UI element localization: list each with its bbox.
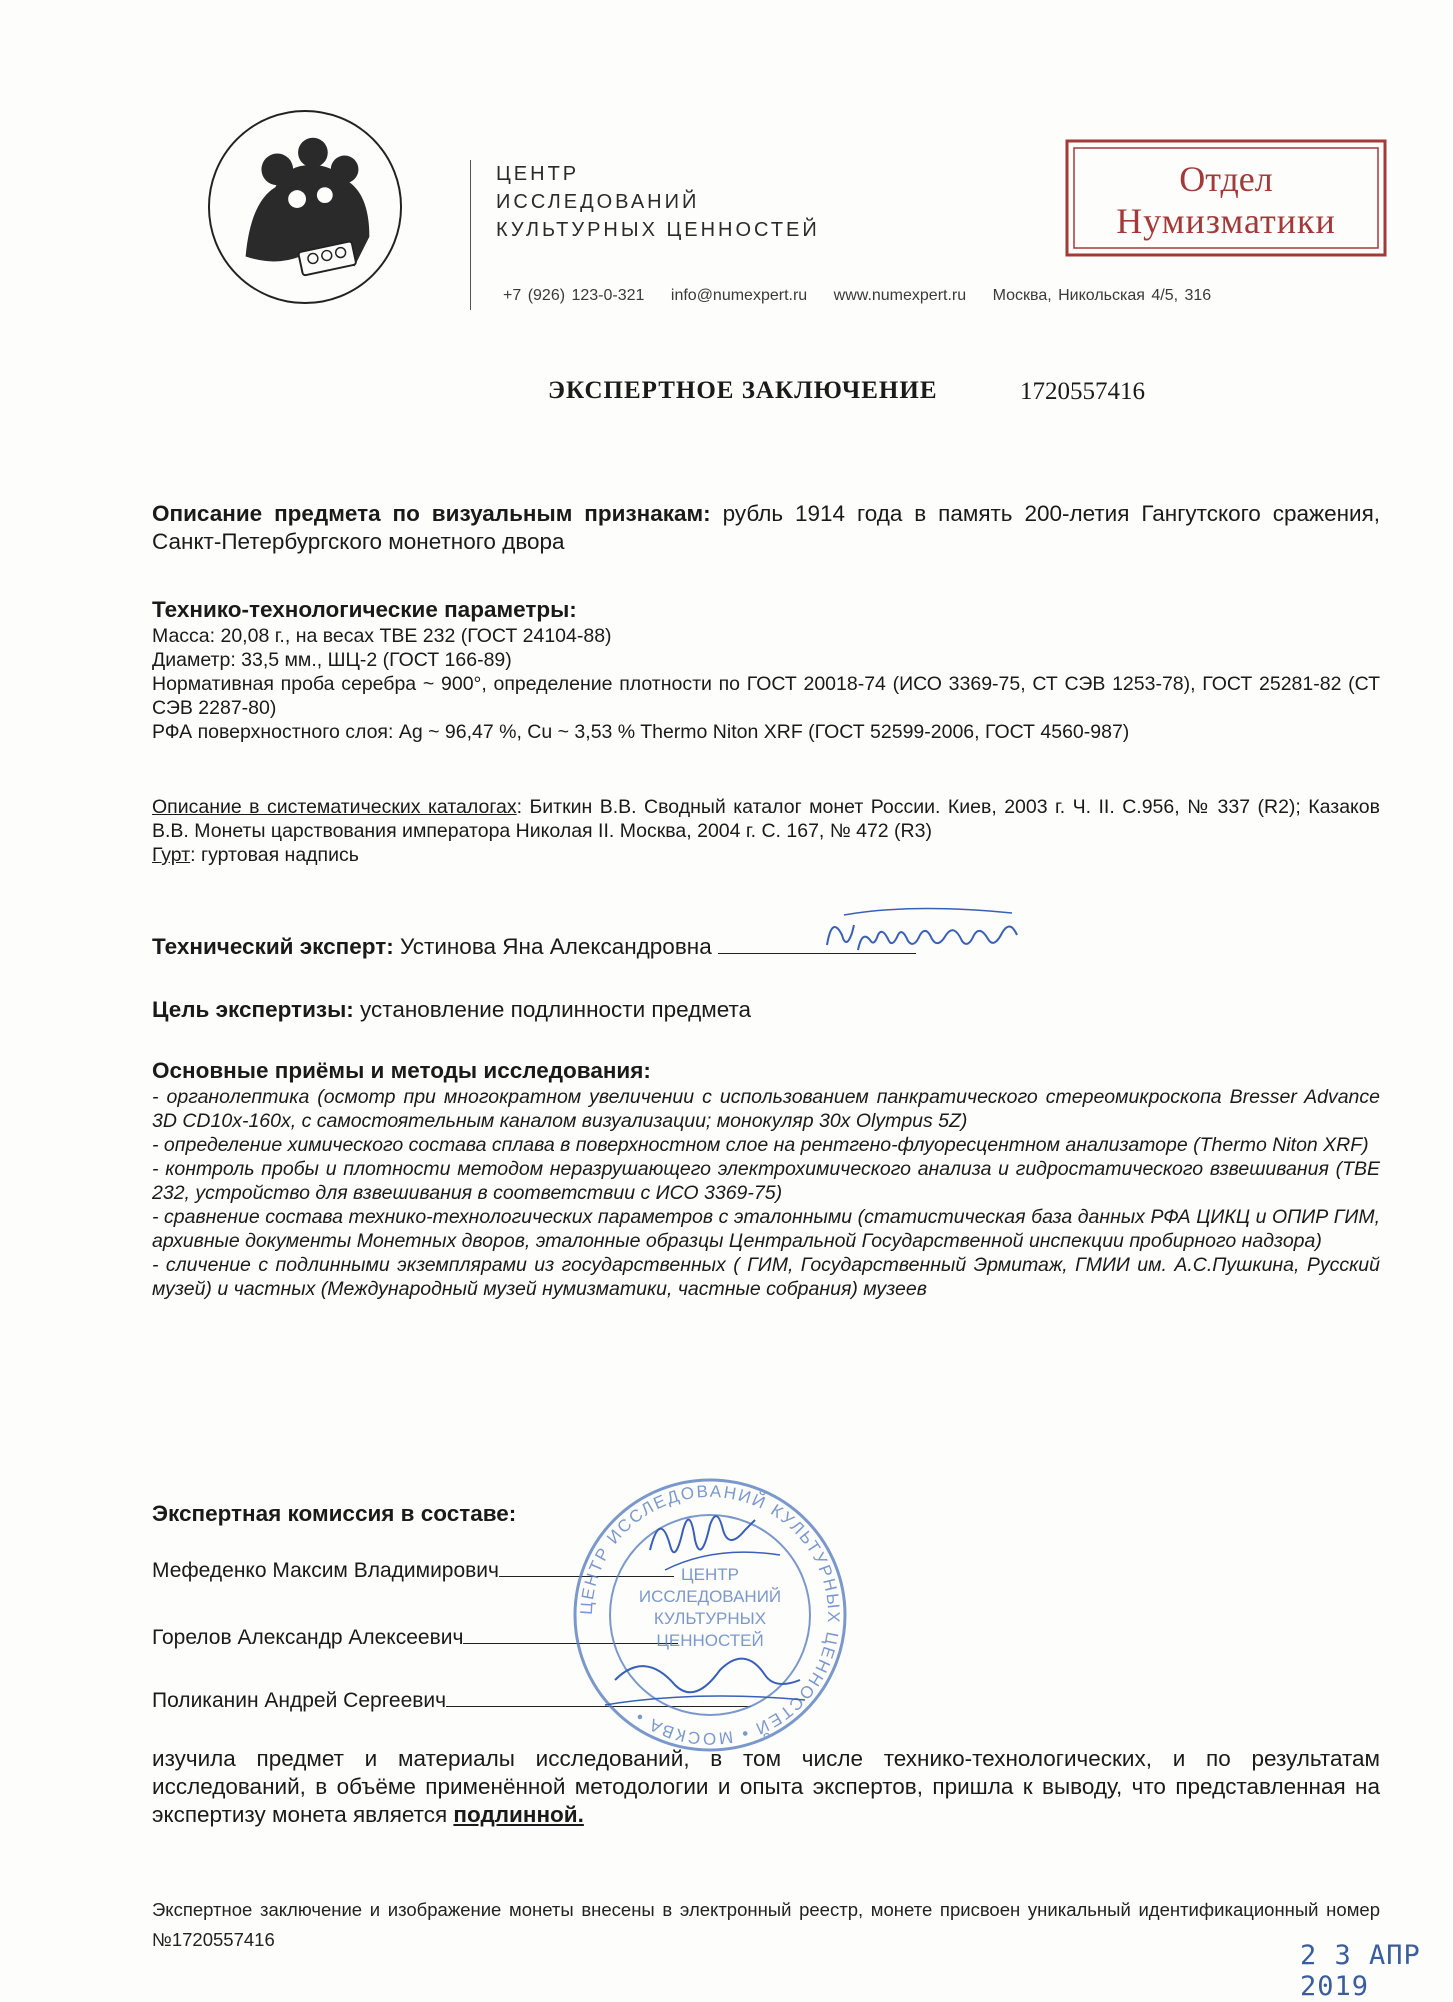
seal-center-line-3: КУЛЬТУРНЫХ (653, 1609, 767, 1628)
methods-heading: Основные приёмы и методы исследования: (152, 1058, 651, 1083)
technical-line: РФА поверхностного слоя: Ag ~ 96,47 %, Cu ~ 3,53 % Thermo Niton XRF (ГОСТ 52599-2006, ГОСТ 4560-987) (152, 721, 1130, 743)
expert-signature (822, 905, 1022, 965)
org-logo (206, 108, 404, 306)
seal-ring-text: ЦЕНТР ИССЛЕДОВАНИЙ КУЛЬТУРНЫХ ЦЕННОСТЕЙ • МОСКВА • (576, 1481, 844, 1749)
description-label: Описание предмета по визуальным признакам: (152, 501, 711, 526)
description-text: рубль 1914 года в память 200-летия Гангутского сражения, Санкт-Петербургского монетного двора (152, 501, 1381, 554)
research-methods (152, 1057, 1380, 1301)
seal-center-line-4: ЦЕННОСТЕЙ (656, 1631, 764, 1650)
seal-center-line-2: ИССЛЕДОВАНИЙ (638, 1587, 782, 1606)
org-name-line-2: ИССЛЕДОВАНИЙ (496, 191, 700, 213)
goal-text: установление подлинности предмета (353, 997, 752, 1022)
catalog-text: : Биткин В.В. Сводный каталог монет России. Киев, 2003 г. Ч. II. С.956, № 337 (R2); Казаков В.В. Монеты царствования императора Николая II. Москва, 2004 г. С. 167, № 472 (R3) (152, 796, 1381, 842)
phone: +7 (926) 123-0-321 (503, 287, 645, 304)
org-name-line-3: КУЛЬТУРНЫХ ЦЕННОСТЕЙ (496, 219, 820, 241)
technical-expert (152, 933, 1380, 961)
catalog-references (152, 795, 1380, 867)
dept-stamp-line-2: Нумизматики (1116, 201, 1336, 241)
member-name: Мефеденко Максим Владимирович (152, 1559, 499, 1582)
method-item: - контроль пробы и плотности методом неразрушающего электрохимического анализа и гидростатического взвешивания (ТВЕ 232, устройство для взвешивания в соответствии с ИСО 3369-75) (152, 1158, 1380, 1204)
header-divider (470, 160, 471, 310)
commission-heading: Экспертная комиссия в составе: (152, 1501, 517, 1526)
website: www.numexpert.ru (833, 287, 967, 304)
item-description (152, 500, 1380, 556)
conclusion (152, 1745, 1380, 1829)
method-item: - сравнение состава технико-технологических параметров с эталонными (статистическая база данных РФА ЦИКЦ и ОПИР ГИМ, архивные документы Монетных дворов, эталонные образцы Центральной Государственной инспекции пробирного надзора) (152, 1206, 1380, 1252)
technical-line: Масса: 20,08 г., на весах ТВЕ 232 (ГОСТ 24104-88) (152, 625, 612, 647)
registry-note-text: Экспертное заключение и изображение монеты внесены в электронный реестр, монете присвоен уникальный идентификационный номер №1720557416 (152, 1899, 1380, 1950)
edge-label: Гурт (152, 844, 191, 866)
org-name-line-1: ЦЕНТР (496, 163, 580, 185)
method-item: - определение химического состава сплава в поверхностном слое на рентгено-флуоресцентном анализаторе (Thermo Niton XRF) (152, 1134, 1369, 1156)
member-name: Поликанин Андрей Сергеевич (152, 1689, 447, 1712)
conclusion-verdict: подлинной. (453, 1802, 584, 1827)
expert-name: Устинова Яна Александровна (393, 934, 712, 959)
organization-seal (545, 1470, 875, 1760)
catalog-label: Описание в систематических каталогах (152, 796, 517, 818)
method-item: - органолептика (осмотр при многократном увеличении с использованием панкратического стереомикроскопа Bresser Advance 3D CD10x-160x, с самостоятельным каналом визуализации; монокуляр 30x Olympus 5Z) (152, 1086, 1380, 1132)
technical-line: Диаметр: 33,5 мм., ШЦ-2 (ГОСТ 166-89) (152, 649, 512, 671)
edge-text: : гуртовая надпись (190, 844, 359, 866)
method-item: - сличение с подлинными экземплярами из государственных ( ГИМ, Государственный Эрмитаж, ГМИИ им. А.С.Пушкина, Русский музей) и частных (Международный музей нумизматики, частные собрания) музеев (152, 1254, 1380, 1300)
document-title: ЭКСПЕРТНОЕ ЗАКЛЮЧЕНИЕ (548, 377, 938, 404)
org-name (496, 160, 820, 244)
goal-label: Цель экспертизы: (152, 997, 354, 1022)
technical-line: Нормативная проба серебра ~ 900°, определение плотности по ГОСТ 20018-74 (ИСО 3369-75, СТ СЭВ 1253-78), ГОСТ 25281-82 (СТ СЭВ 2287-80) (152, 673, 1380, 719)
technical-heading: Технико-технологические параметры: (152, 597, 577, 622)
date-stamp: 2 3 АПР 2019 (1300, 1940, 1421, 2002)
expertise-goal (152, 996, 1380, 1024)
address: Москва, Никольская 4/5, 316 (992, 287, 1212, 304)
conclusion-text: изучила предмет и материалы исследований, в том числе технико-технологических, и по результатам исследований, в объёме применённой методологии и опыта экспертов, пришла к выводу, что представленная на экспертизу монета является (152, 1746, 1380, 1827)
technical-parameters (152, 596, 1380, 744)
department-stamp (1065, 139, 1387, 257)
expert-label: Технический эксперт: (152, 934, 394, 959)
document-number: 1720557416 (1020, 378, 1145, 405)
email: info@numexpert.ru (670, 287, 808, 304)
seal-center-line-1: ЦЕНТР (681, 1565, 739, 1584)
dept-stamp-line-1: Отдел (1179, 159, 1273, 199)
contact-bar (503, 287, 1231, 305)
registry-note (152, 1895, 1380, 1955)
member-name: Горелов Александр Алексеевич (152, 1626, 464, 1649)
